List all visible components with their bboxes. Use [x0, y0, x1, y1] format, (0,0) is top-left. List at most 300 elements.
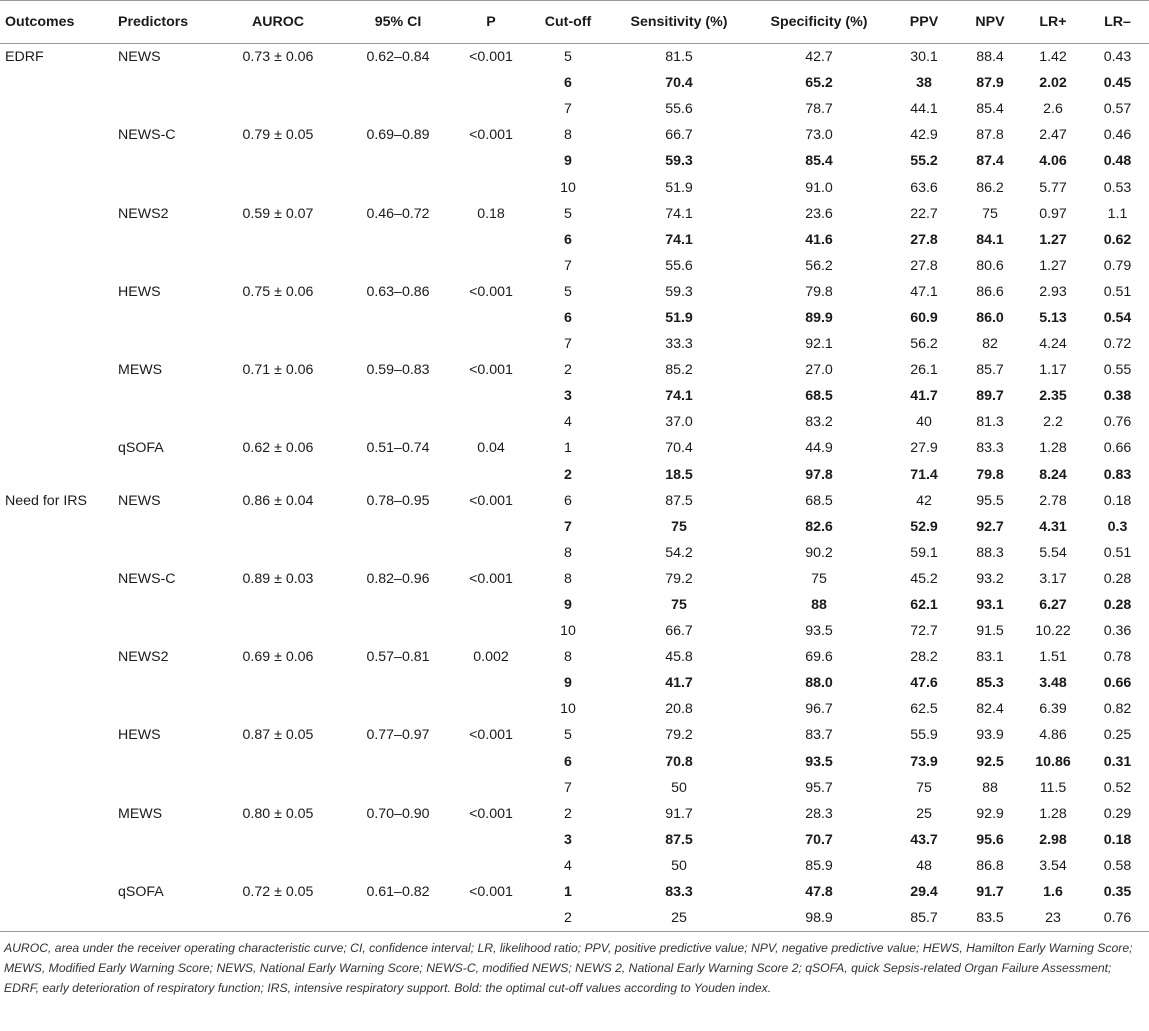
cell-auroc	[214, 227, 342, 253]
cell-sensitivity: 91.7	[665, 805, 693, 822]
cell-sensitivity: 25	[608, 905, 750, 932]
cell-sensitivity: 55.6	[665, 257, 693, 274]
table-row	[0, 148, 1149, 174]
cell-outcome	[0, 305, 118, 331]
cell-specificity: 85.9	[805, 857, 833, 874]
cell-lr-plus: 2.98	[1039, 831, 1067, 848]
cell-cutoff: 4	[564, 414, 572, 431]
cell-npv: 88.4	[976, 49, 1004, 66]
cell-auroc	[214, 253, 342, 279]
cell-p: <0.001	[469, 492, 513, 509]
cell-predictor	[118, 462, 214, 488]
cell-lr-minus: 0.53	[1103, 179, 1132, 196]
cell-auroc	[214, 775, 342, 801]
cell-lr-plus: 3.48	[1039, 675, 1067, 692]
cell-predictor	[118, 409, 214, 435]
cell-p	[454, 905, 528, 932]
table-row	[0, 722, 1149, 748]
cell-npv: 86.0	[976, 309, 1004, 326]
table-row	[0, 174, 1149, 200]
cell-lr-minus: 0.76	[1103, 414, 1132, 431]
cell-ppv: 59.1	[910, 544, 938, 561]
header-sensitivity: Sensitivity (%)	[608, 1, 750, 44]
cell-ci	[342, 305, 454, 331]
cell-predictor	[118, 670, 214, 696]
cell-ppv: 27.8	[910, 257, 938, 274]
cell-cutoff: 9	[564, 153, 572, 170]
cell-specificity: 65.2	[805, 75, 833, 92]
cell-ci	[342, 383, 454, 409]
header-ppv: PPV	[888, 1, 960, 44]
cell-predictor	[118, 696, 214, 722]
cell-ci	[342, 618, 454, 644]
cell-cutoff: 10	[560, 701, 576, 718]
cell-cutoff: 7	[564, 336, 572, 353]
cell-lr-plus: 2.2	[1043, 414, 1063, 431]
cell-npv: 89.7	[976, 388, 1004, 405]
table-row	[0, 514, 1149, 540]
cell-outcome	[0, 592, 118, 618]
cell-predictor: NEWS2	[118, 649, 169, 666]
cell-npv: 93.1	[976, 597, 1004, 614]
cell-auroc	[214, 618, 342, 644]
table-row	[0, 435, 1149, 461]
cell-lr-minus: 0.72	[1103, 336, 1132, 353]
cell-lr-plus: 5.54	[1039, 544, 1067, 561]
cell-predictor: NEWS2	[118, 205, 169, 222]
cell-specificity: 92.1	[805, 336, 833, 353]
cell-specificity: 97.8	[805, 466, 833, 483]
cell-outcome	[0, 122, 118, 148]
cell-ppv: 28.2	[910, 649, 938, 666]
cell-auroc	[214, 514, 342, 540]
cell-p: 0.04	[477, 440, 505, 457]
cell-ci	[342, 70, 454, 96]
cell-outcome	[0, 383, 118, 409]
cell-predictor	[118, 174, 214, 200]
cell-specificity: 23.6	[805, 205, 833, 222]
cell-specificity: 44.9	[805, 440, 833, 457]
cell-lr-minus: 0.66	[1103, 675, 1132, 692]
cell-sensitivity: 51.9	[665, 179, 693, 196]
cell-cutoff: 2	[564, 805, 572, 822]
cell-auroc: 0.72 ± 0.05	[242, 884, 314, 901]
cell-auroc: 0.59 ± 0.07	[242, 205, 314, 222]
table-row	[0, 122, 1149, 148]
cell-p	[454, 514, 528, 540]
cell-auroc: 0.87 ± 0.05	[242, 727, 314, 744]
cell-lr-minus: 1.1	[1107, 205, 1128, 222]
cell-cutoff: 6	[564, 309, 572, 326]
cell-specificity: 95.7	[805, 779, 833, 796]
cell-auroc	[214, 409, 342, 435]
cell-sensitivity: 33.3	[665, 336, 693, 353]
cell-ppv: 55.2	[910, 153, 938, 170]
cell-ppv: 26.1	[910, 362, 938, 379]
cell-p	[454, 696, 528, 722]
cell-p	[454, 462, 528, 488]
cell-npv: 93.2	[976, 570, 1004, 587]
cell-lr-minus: 0.57	[1103, 101, 1132, 118]
table-row	[0, 201, 1149, 227]
cell-predictor	[118, 827, 214, 853]
cell-lr-minus: 0.29	[1103, 805, 1132, 822]
cell-cutoff: 2	[564, 362, 572, 379]
cell-sensitivity: 54.2	[665, 544, 693, 561]
cell-ci	[342, 592, 454, 618]
cell-p: <0.001	[469, 884, 513, 901]
cell-p	[454, 148, 528, 174]
cell-specificity: 88	[811, 597, 827, 614]
cell-specificity: 56.2	[805, 257, 833, 274]
cell-predictor	[118, 227, 214, 253]
cell-ppv: 75	[916, 779, 932, 796]
cell-ci	[342, 409, 454, 435]
cell-ci	[342, 696, 454, 722]
cell-sensitivity: 18.5	[665, 466, 693, 483]
cell-ci	[342, 227, 454, 253]
cell-auroc	[214, 331, 342, 357]
cell-cutoff: 9	[564, 675, 572, 692]
cell-lr-plus: 0.97	[1039, 205, 1067, 222]
header-cutoff: Cut-off	[528, 1, 608, 44]
cell-outcome	[0, 618, 118, 644]
table-row	[0, 670, 1149, 696]
cell-outcome	[0, 775, 118, 801]
cell-lr-plus: 10.22	[1035, 623, 1071, 640]
table-row	[0, 644, 1149, 670]
cell-auroc: 0.73 ± 0.06	[242, 49, 314, 66]
cell-lr-minus: 0.55	[1103, 362, 1132, 379]
cell-outcome	[0, 722, 118, 748]
cell-lr-plus: 1.42	[1039, 49, 1067, 66]
cell-cutoff: 10	[560, 179, 576, 196]
cell-outcome	[0, 435, 118, 461]
cell-specificity: 79.8	[805, 283, 833, 300]
cell-lr-minus: 0.82	[1103, 701, 1132, 718]
cell-lr-minus: 0.28	[1103, 570, 1132, 587]
table-row	[0, 253, 1149, 279]
cell-cutoff: 6	[564, 75, 572, 92]
cell-predictor	[118, 148, 214, 174]
cell-ppv: 44.1	[910, 101, 938, 118]
cell-auroc	[214, 696, 342, 722]
cell-predictor	[118, 775, 214, 801]
cell-p	[454, 305, 528, 331]
cell-auroc	[214, 853, 342, 879]
cell-cutoff: 8	[564, 544, 572, 561]
cell-lr-minus: 0.18	[1103, 492, 1132, 509]
cell-sensitivity: 55.6	[665, 101, 693, 118]
cell-npv: 85.7	[976, 362, 1004, 379]
cell-predictor	[118, 331, 214, 357]
table-row	[0, 383, 1149, 409]
cell-p	[454, 540, 528, 566]
cell-ppv: 73.9	[910, 753, 938, 770]
header-npv: NPV	[960, 1, 1020, 44]
cell-npv: 85.3	[976, 675, 1004, 692]
cell-cutoff: 7	[564, 779, 572, 796]
table-row	[0, 227, 1149, 253]
cell-ppv: 72.7	[910, 623, 938, 640]
cell-npv: 82	[982, 336, 998, 353]
cell-lr-plus: 6.27	[1039, 597, 1067, 614]
cell-p	[454, 749, 528, 775]
cell-ppv: 52.9	[910, 518, 938, 535]
cell-sensitivity: 79.2	[665, 570, 693, 587]
cell-sensitivity: 70.8	[665, 753, 693, 770]
cell-lr-plus: 23	[1020, 905, 1086, 932]
cell-lr-minus: 0.28	[1103, 597, 1132, 614]
cell-ci	[342, 827, 454, 853]
cell-npv: 85.4	[976, 101, 1004, 118]
cell-ci: 0.61–0.82	[366, 884, 430, 901]
cell-auroc: 0.69 ± 0.06	[242, 649, 314, 666]
cell-sensitivity: 74.1	[665, 231, 693, 248]
cell-outcome	[0, 853, 118, 879]
cell-auroc: 0.80 ± 0.05	[242, 805, 314, 822]
cell-specificity: 78.7	[805, 101, 833, 118]
cell-specificity: 42.7	[805, 49, 833, 66]
cell-predictor	[118, 305, 214, 331]
cell-p	[454, 174, 528, 200]
table-row	[0, 70, 1149, 96]
cell-p	[454, 331, 528, 357]
cell-outcome	[0, 148, 118, 174]
header-lr-plus: LR+	[1020, 1, 1086, 44]
cell-lr-plus: 1.17	[1039, 362, 1067, 379]
cell-ppv: 29.4	[910, 884, 938, 901]
table-row	[0, 775, 1149, 801]
cell-ci	[342, 253, 454, 279]
header-outcomes: Outcomes	[0, 1, 118, 44]
cell-sensitivity: 59.3	[665, 153, 693, 170]
cell-sensitivity: 70.4	[665, 75, 693, 92]
cell-specificity: 90.2	[805, 544, 833, 561]
cell-lr-plus: 4.06	[1039, 153, 1067, 170]
cell-ppv: 22.7	[910, 205, 938, 222]
cell-outcome	[0, 331, 118, 357]
cell-npv: 87.9	[976, 75, 1004, 92]
cell-auroc: 0.62 ± 0.06	[242, 440, 314, 457]
cell-predictor: NEWS-C	[118, 570, 176, 587]
cell-specificity: 68.5	[805, 388, 833, 405]
table-row	[0, 279, 1149, 305]
cell-sensitivity: 45.8	[665, 649, 693, 666]
cell-cutoff: 2	[564, 466, 572, 483]
cell-lr-minus: 0.31	[1103, 753, 1132, 770]
header-ci: 95% CI	[342, 1, 454, 44]
cell-ci: 0.57–0.81	[366, 649, 430, 666]
cell-specificity: 89.9	[805, 309, 833, 326]
cell-lr-minus: 0.51	[1103, 283, 1132, 300]
cell-predictor: NEWS-C	[118, 127, 176, 144]
cell-p	[454, 775, 528, 801]
cell-ppv: 42.9	[910, 127, 938, 144]
cell-ppv: 45.2	[910, 570, 938, 587]
cell-sensitivity: 74.1	[665, 388, 693, 405]
cell-npv: 84.1	[976, 231, 1004, 248]
cell-cutoff: 6	[564, 753, 572, 770]
cell-predictor: qSOFA	[118, 884, 164, 901]
cell-ci: 0.78–0.95	[366, 492, 430, 509]
cell-ci	[342, 331, 454, 357]
cell-outcome	[0, 566, 118, 592]
cell-specificity: 68.5	[805, 492, 833, 509]
cell-p: <0.001	[469, 362, 513, 379]
cell-predictor	[118, 749, 214, 775]
cell-lr-plus: 10.86	[1035, 753, 1071, 770]
table-row	[0, 801, 1149, 827]
cell-lr-plus: 4.24	[1039, 336, 1067, 353]
cell-auroc	[214, 670, 342, 696]
table-row	[0, 357, 1149, 383]
cell-lr-minus: 0.66	[1103, 440, 1132, 457]
cell-sensitivity: 20.8	[665, 701, 693, 718]
cell-lr-minus: 0.62	[1103, 231, 1132, 248]
cell-predictor: HEWS	[118, 727, 161, 744]
cell-ci	[342, 749, 454, 775]
cell-lr-plus: 2.93	[1039, 283, 1067, 300]
cell-npv: 95.5	[976, 492, 1004, 509]
cell-npv: 75	[982, 205, 998, 222]
header-specificity: Specificity (%)	[750, 1, 888, 44]
cell-ci	[342, 96, 454, 122]
cell-p	[454, 409, 528, 435]
cell-ci: 0.69–0.89	[366, 127, 430, 144]
cell-ppv: 27.8	[910, 231, 938, 248]
table-row	[0, 462, 1149, 488]
cell-ppv: 47.6	[910, 675, 938, 692]
cell-predictor	[118, 592, 214, 618]
cell-outcome	[0, 70, 118, 96]
cell-sensitivity: 41.7	[665, 675, 693, 692]
cell-specificity: 28.3	[805, 805, 833, 822]
cell-ppv: 56.2	[910, 336, 938, 353]
cell-predictor	[118, 618, 214, 644]
cell-outcome	[0, 462, 118, 488]
cell-outcome	[0, 670, 118, 696]
cell-cutoff: 6	[564, 231, 572, 248]
cell-specificity: 69.6	[805, 649, 833, 666]
cell-lr-minus: 0.51	[1103, 544, 1132, 561]
cell-p	[454, 383, 528, 409]
cell-predictor	[118, 96, 214, 122]
cell-npv: 93.9	[976, 727, 1004, 744]
cell-p	[454, 592, 528, 618]
cell-lr-minus: 0.79	[1103, 257, 1132, 274]
cell-lr-plus: 1.6	[1043, 884, 1063, 901]
cell-ppv: 27.9	[910, 440, 938, 457]
cell-p: <0.001	[469, 49, 513, 66]
cell-ci	[342, 148, 454, 174]
cell-npv: 92.5	[976, 753, 1004, 770]
cell-outcome	[0, 644, 118, 670]
table-row	[0, 44, 1149, 71]
cell-lr-minus: 0.46	[1103, 127, 1132, 144]
cell-ci	[342, 174, 454, 200]
cell-lr-minus: 0.36	[1103, 623, 1132, 640]
cell-outcome: Need for IRS	[5, 492, 88, 509]
cell-outcome: EDRF	[5, 49, 44, 66]
cell-ci	[342, 853, 454, 879]
cell-specificity: 47.8	[805, 884, 833, 901]
cell-cutoff: 6	[564, 492, 572, 509]
cell-outcome	[0, 253, 118, 279]
cell-outcome	[0, 905, 118, 932]
cell-cutoff: 7	[564, 101, 572, 118]
table-row	[0, 592, 1149, 618]
cell-p: 0.002	[473, 649, 509, 666]
cell-sensitivity: 59.3	[665, 283, 693, 300]
cell-outcome	[0, 227, 118, 253]
cell-predictor	[118, 905, 214, 932]
cell-p	[454, 853, 528, 879]
cell-outcome	[0, 174, 118, 200]
table-row	[0, 827, 1149, 853]
cell-auroc: 0.79 ± 0.05	[242, 127, 314, 144]
cell-predictor	[118, 70, 214, 96]
cell-ci: 0.51–0.74	[366, 440, 430, 457]
cell-p	[454, 227, 528, 253]
cell-outcome	[0, 827, 118, 853]
cell-lr-minus: 0.38	[1103, 388, 1132, 405]
cell-ci	[342, 514, 454, 540]
cell-ppv: 60.9	[910, 309, 938, 326]
cell-npv: 83.5	[960, 905, 1020, 932]
cell-outcome	[0, 749, 118, 775]
cell-lr-plus: 1.28	[1039, 440, 1067, 457]
cell-auroc: 0.89 ± 0.03	[242, 570, 314, 587]
cell-predictor	[118, 514, 214, 540]
cell-predictor: qSOFA	[118, 440, 164, 457]
cell-ppv: 40	[916, 414, 932, 431]
cell-outcome	[0, 540, 118, 566]
cell-auroc	[214, 305, 342, 331]
cell-lr-plus: 1.51	[1039, 649, 1067, 666]
cell-ppv: 71.4	[910, 466, 938, 483]
cell-p	[454, 70, 528, 96]
cell-specificity: 73.0	[805, 127, 833, 144]
cell-outcome	[0, 801, 118, 827]
cell-lr-minus: 0.25	[1103, 727, 1132, 744]
cell-lr-plus: 8.24	[1039, 466, 1067, 483]
cell-ppv: 47.1	[910, 283, 938, 300]
cell-p: <0.001	[469, 727, 513, 744]
cell-lr-minus: 0.52	[1103, 779, 1132, 796]
cell-auroc	[214, 905, 342, 932]
cell-predictor: NEWS	[118, 49, 161, 66]
cell-lr-plus: 1.27	[1039, 231, 1067, 248]
cell-npv: 88	[982, 779, 998, 796]
cell-ppv: 62.5	[910, 701, 938, 718]
cell-sensitivity: 70.4	[665, 440, 693, 457]
cell-p: <0.001	[469, 805, 513, 822]
table-row	[0, 696, 1149, 722]
cell-lr-minus: 0.54	[1103, 309, 1132, 326]
cell-npv: 80.6	[976, 257, 1004, 274]
cell-lr-plus: 1.28	[1039, 805, 1067, 822]
cell-cutoff: 5	[564, 205, 572, 222]
table-row	[0, 331, 1149, 357]
cell-cutoff: 5	[564, 727, 572, 744]
cell-auroc	[214, 96, 342, 122]
header-predictors: Predictors	[118, 1, 214, 44]
cell-p	[454, 618, 528, 644]
cell-p: <0.001	[469, 283, 513, 300]
cell-lr-minus: 0.3	[1107, 518, 1128, 535]
cell-sensitivity: 51.9	[665, 309, 693, 326]
